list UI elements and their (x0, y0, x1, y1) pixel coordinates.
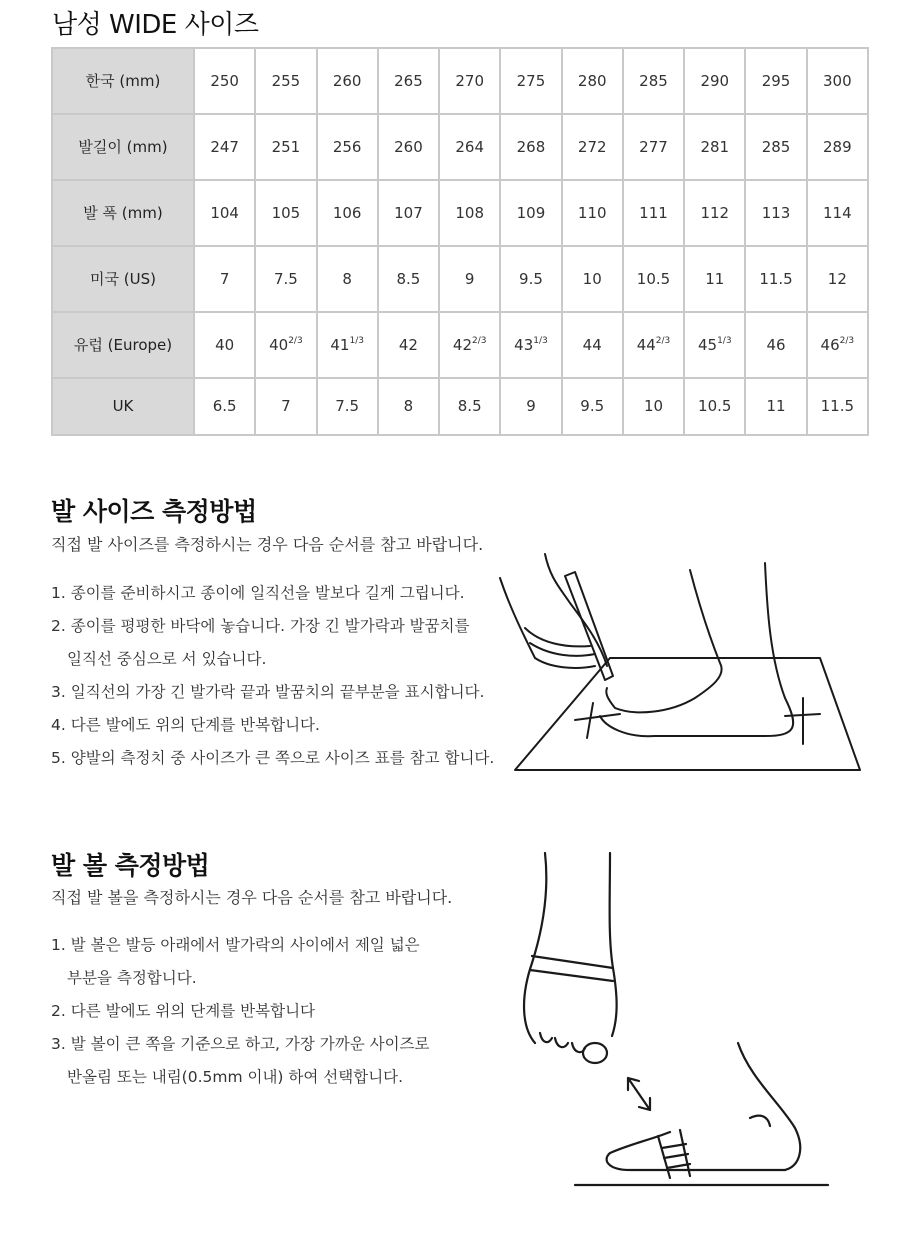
size-value: 104 (210, 203, 239, 222)
size-cell (378, 312, 439, 378)
size-value: 260 (332, 71, 362, 90)
step-item: 1. 발 볼은 발등 아래에서 발가락의 사이에서 제일 넓은 (51, 936, 420, 954)
size-value: 113 (761, 203, 791, 222)
size-value: 46 (766, 335, 786, 354)
size-fraction: 1/3 (533, 335, 548, 346)
pencil-shape (545, 554, 607, 666)
size-value: 110 (577, 203, 607, 222)
size-cell (378, 246, 439, 312)
size-value: 250 (210, 71, 239, 90)
step-item: 3. 발 볼이 큰 쪽을 기준으로 하고, 가장 가까운 사이즈로 (51, 1035, 430, 1053)
size-value: 268 (516, 137, 546, 156)
size-value: 251 (271, 137, 301, 156)
size-cell (194, 378, 255, 435)
size-cell (623, 378, 684, 435)
size-cell (500, 246, 561, 312)
foot-sole-outline (600, 563, 793, 736)
foot-length-illustration (495, 548, 865, 778)
size-row (52, 378, 868, 435)
size-value: 11 (705, 269, 725, 288)
row-header: 발길이 (mm) (52, 114, 194, 180)
size-cell (317, 48, 378, 114)
size-cell (255, 48, 316, 114)
size-value: 7 (281, 397, 291, 416)
size-cell (562, 378, 623, 435)
size-value: 108 (455, 203, 485, 222)
foot-size-steps (51, 577, 494, 775)
size-value: 7.5 (273, 269, 298, 288)
size-cell (317, 180, 378, 246)
size-value: 11 (766, 397, 786, 416)
size-cell (439, 312, 500, 378)
size-cell (194, 114, 255, 180)
size-value: 275 (516, 71, 546, 90)
size-value: 40 (215, 335, 235, 354)
size-cell (378, 180, 439, 246)
foot-width-title: 발 볼 측정방법 (51, 851, 210, 880)
ankle-bone-shape (750, 1116, 770, 1126)
size-cell (684, 48, 745, 114)
size-value: 9 (464, 269, 475, 288)
size-value: 7 (219, 269, 230, 288)
foot-width-steps (51, 929, 430, 1094)
size-value: 40 (269, 335, 289, 354)
row-header: UK (52, 378, 194, 435)
step-item: 1. 종이를 준비하시고 종이에 일직선을 발보다 길게 그립니다. (51, 584, 465, 602)
size-cell (562, 246, 623, 312)
foot-width-intro: 직접 발 볼을 측정하시는 경우 다음 순서를 참고 바랍니다. (51, 888, 453, 907)
size-cell (745, 48, 806, 114)
size-cell (439, 180, 500, 246)
size-cell (684, 114, 745, 180)
size-value: 10.5 (698, 397, 732, 416)
size-cell (255, 180, 316, 246)
size-value: 8.5 (396, 269, 421, 288)
foot-width-illustration (510, 848, 840, 1193)
size-row (52, 114, 868, 180)
toes-shape (540, 1033, 585, 1052)
size-cell (439, 378, 500, 435)
size-cell (745, 312, 806, 378)
size-cell (807, 114, 868, 180)
size-cell (317, 312, 378, 378)
step-item: 3. 일직선의 가장 긴 발가락 끝과 발꿈치의 끝부분을 표시합니다. (51, 683, 485, 701)
size-fraction: 2/3 (655, 335, 671, 346)
size-value: 260 (394, 137, 423, 156)
size-cell (562, 114, 623, 180)
size-value: 285 (761, 137, 791, 156)
size-value: 280 (577, 71, 607, 90)
size-cell (807, 378, 868, 435)
size-cell (684, 180, 745, 246)
row-header: 발 폭 (mm) (52, 180, 194, 246)
size-cell (745, 246, 806, 312)
step-item: 5. 양발의 측정치 중 사이즈가 큰 쪽으로 사이즈 표를 참고 합니다. (51, 749, 495, 767)
size-cell (807, 246, 868, 312)
size-cell (745, 378, 806, 435)
size-value: 10 (643, 397, 664, 416)
size-fraction: 2/3 (288, 335, 303, 346)
size-fraction: 2/3 (472, 335, 487, 346)
size-cell (439, 114, 500, 180)
leg-left-outline (524, 853, 546, 1043)
size-cell (439, 48, 500, 114)
leg-right-outline (610, 853, 617, 1036)
hand-outline (500, 578, 595, 668)
size-value: 43 (514, 335, 534, 354)
size-row (52, 48, 868, 114)
size-cell (807, 180, 868, 246)
size-value: 277 (639, 137, 668, 156)
size-cell (194, 312, 255, 378)
row-header: 한국 (mm) (52, 48, 194, 114)
size-cell (500, 312, 561, 378)
size-value: 7.5 (335, 397, 360, 416)
side-foot-outline (607, 1043, 801, 1170)
size-cell (194, 48, 255, 114)
size-cell (378, 114, 439, 180)
size-cell (500, 378, 561, 435)
step-item: 2. 종이를 평평한 바닥에 놓습니다. 가장 긴 발가락과 발꿈치를 (51, 617, 470, 635)
size-cell (255, 114, 316, 180)
size-cell (684, 246, 745, 312)
size-value: 44 (582, 335, 602, 354)
size-fraction: 2/3 (839, 335, 855, 346)
size-value: 114 (823, 203, 852, 222)
size-value: 247 (210, 137, 239, 156)
foot-outline (606, 570, 721, 712)
size-chart-table (51, 47, 869, 436)
size-value: 8 (342, 269, 352, 288)
size-value: 6.5 (212, 397, 237, 416)
size-cell (623, 48, 684, 114)
size-fraction: 1/3 (717, 335, 732, 346)
size-cell (623, 246, 684, 312)
row-header: 미국 (US) (52, 246, 194, 312)
size-value: 105 (271, 203, 301, 222)
size-cell (439, 246, 500, 312)
size-cell (500, 48, 561, 114)
size-value: 9 (526, 397, 536, 416)
size-value: 10 (582, 269, 602, 288)
size-cell (194, 180, 255, 246)
size-value: 42 (452, 335, 472, 354)
size-cell (255, 312, 316, 378)
size-value: 106 (332, 203, 362, 222)
size-cell (684, 312, 745, 378)
size-cell (378, 48, 439, 114)
size-chart-title: 남성 WIDE 사이즈 (52, 10, 259, 40)
size-cell (562, 48, 623, 114)
size-value: 295 (761, 71, 791, 90)
step-item: 2. 다른 발에도 위의 단계를 반복합니다 (51, 1002, 316, 1020)
size-value: 112 (700, 203, 730, 222)
size-value: 9.5 (519, 269, 543, 288)
size-value: 281 (700, 137, 730, 156)
size-value: 255 (271, 71, 301, 90)
size-value: 8 (403, 397, 414, 416)
row-header: 유럽 (Europe) (52, 312, 194, 378)
step-item: 반올림 또는 내림(0.5mm 이내) 하여 선택합니다. (67, 1068, 404, 1086)
size-cell (623, 114, 684, 180)
size-cell (378, 378, 439, 435)
size-cell (623, 312, 684, 378)
size-value: 264 (455, 137, 485, 156)
size-value: 9.5 (580, 397, 605, 416)
size-value: 44 (636, 335, 656, 354)
size-cell (317, 246, 378, 312)
toe-mark (575, 703, 620, 738)
size-value: 12 (827, 269, 847, 288)
size-value: 10.5 (636, 269, 671, 288)
size-cell (194, 246, 255, 312)
step-item: 일직선 중심으로 서 있습니다. (67, 650, 267, 668)
size-value: 270 (455, 71, 485, 90)
step-item: 부분을 측정합니다. (67, 969, 197, 987)
size-row (52, 246, 868, 312)
foot-size-intro: 직접 발 사이즈를 측정하시는 경우 다음 순서를 참고 바랍니다. (51, 535, 484, 554)
size-value: 111 (639, 203, 668, 222)
size-cell (255, 378, 316, 435)
size-cell (684, 378, 745, 435)
big-toe-shape (583, 1043, 607, 1063)
heel-mark (785, 698, 820, 744)
size-value: 11.5 (759, 269, 793, 288)
size-cell (745, 114, 806, 180)
size-fraction: 1/3 (349, 335, 364, 346)
size-cell (562, 312, 623, 378)
size-value: 11.5 (820, 397, 855, 416)
size-value: 41 (330, 335, 350, 354)
double-arrow-icon (628, 1078, 650, 1110)
size-cell (745, 180, 806, 246)
size-cell (500, 180, 561, 246)
foot-size-title: 발 사이즈 측정방법 (51, 497, 257, 526)
size-value: 45 (697, 335, 718, 354)
size-cell (807, 48, 868, 114)
measuring-tape-band (530, 956, 613, 981)
size-cell (317, 114, 378, 180)
size-value: 290 (700, 71, 730, 90)
size-value: 8.5 (457, 397, 482, 416)
size-row (52, 312, 868, 378)
size-value: 289 (823, 137, 852, 156)
size-value: 272 (577, 137, 607, 156)
finger-lines (525, 628, 595, 656)
size-value: 285 (639, 71, 668, 90)
size-value: 42 (398, 335, 418, 354)
size-cell (500, 114, 561, 180)
size-value: 265 (394, 71, 423, 90)
size-value: 109 (516, 203, 546, 222)
size-cell (807, 312, 868, 378)
size-value: 107 (394, 203, 423, 222)
size-cell (317, 378, 378, 435)
size-row (52, 180, 868, 246)
size-cell (623, 180, 684, 246)
step-item: 4. 다른 발에도 위의 단계를 반복합니다. (51, 716, 320, 734)
size-cell (562, 180, 623, 246)
size-value: 300 (823, 71, 852, 90)
size-value: 46 (820, 335, 840, 354)
size-cell (255, 246, 316, 312)
size-value: 256 (332, 137, 362, 156)
